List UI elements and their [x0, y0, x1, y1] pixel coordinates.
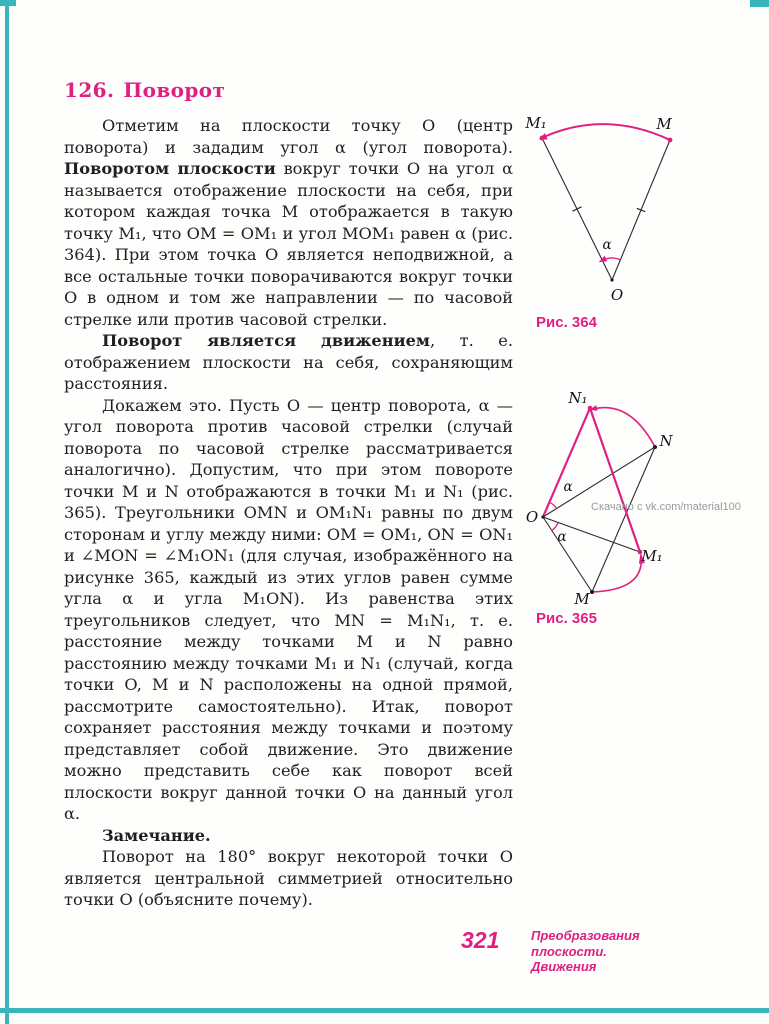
point-m [590, 590, 594, 594]
text-run-bold: Поворотом плоскости [64, 159, 276, 178]
segment-n1-m1 [590, 408, 640, 552]
label-alpha: α [602, 237, 612, 253]
rotation-arc-m-to-m1 [545, 124, 670, 140]
point-m1 [540, 136, 545, 141]
figure-364-drawing [520, 108, 730, 313]
page-edge-bottom [0, 1008, 769, 1013]
label-n: N [659, 432, 673, 450]
text-run: Докажем это. Пусть O — центр поворота, α — угол поворота против часовой стрелки (случай поворота по часовой стрелке рассматривается аналогично). Допустим, что при этом повороте точки M и N отображаются в точки M₁ и N₁ (рис. 365). Треугольники OMN и OM₁N₁ равны по двум сторонам и углу между ними: OM = OM₁, ON = ON₁ и ∠MON = ∠M₁ON₁ (для случая, изображённого на рисунке 365, каждый из этих углов равен сумме угла α и угла M₁ON). Из равенства этих треугольников следует, что MN = M₁N₁, т. е. расстояние между точками M и N равно расстоянию между точками M₁ и N₁ (случай, когда точки O, M и N расположены на одной прямой, рассмотрите самостоятельно). Итак, поворот сохраняет расстояния между точками и поэтому представляет собой движение. Это движение можно представить себе как поворот всей плоскости вокруг данной точки O на данный угол α. [64, 395, 513, 823]
section-title: Поворот [123, 78, 226, 102]
label-m1: M₁ [525, 114, 547, 132]
section-heading [64, 78, 513, 102]
label-m: M [656, 115, 672, 133]
body-text [64, 115, 513, 911]
paragraph-remark [64, 846, 513, 911]
label-alpha-upper: α [563, 479, 573, 495]
page-edge-left [5, 0, 9, 1024]
point-o [610, 278, 613, 281]
text-run: Поворот на 180° вокруг некоторой точки O является центральной симметрией относительно точки O (объясните почему). [64, 847, 513, 909]
label-o: O [525, 508, 539, 526]
label-n1: N₁ [568, 389, 588, 407]
page-edge-corner-topright [750, 0, 769, 7]
footer-line: плоскости. [531, 943, 607, 959]
tick-mark-om1 [573, 207, 582, 211]
main-text-column [64, 78, 513, 911]
watermark-text: Скачано с vk.com/material100 [591, 501, 741, 513]
segment-m-n [592, 447, 655, 592]
page-number: 321 [461, 927, 500, 953]
label-o: O [610, 286, 624, 304]
text-run: Отметим на плоскости точку O (центр поворота) и зададим угол α (угол поворота). [64, 116, 513, 157]
text-run: вокруг точки O на угол α называется отображение плоскости на себя, при котором каждая точка M отображается в такую точку M₁, что OM = OM₁ и угол MOM₁ равен α (рис. 364). При этом точка O является неподвижной, а все остальные точки поворачиваются вокруг точки O в одном и том же направлении — по часовой стрелке или против часовой стрелки. [64, 159, 514, 329]
text-run-bold: Поворот является движением [102, 331, 430, 350]
remark-heading: Замечание. [102, 825, 211, 845]
text-run: , т. е. отображением плоскости на себя, сохраняющим расстояния. [64, 331, 513, 393]
point-n [653, 445, 657, 449]
label-alpha-lower: α [557, 529, 567, 545]
segment-o-m [543, 517, 592, 592]
label-m: M [574, 590, 590, 608]
footer-chapter-title [531, 928, 640, 975]
figure-364 [520, 108, 730, 318]
alpha-angle-arc-upper [549, 502, 556, 508]
figure-365-caption: Рис. 365 [536, 610, 597, 627]
paragraph-theorem [64, 330, 513, 395]
point-o [541, 515, 544, 518]
figure-364-caption: Рис. 364 [536, 314, 597, 331]
footer-line: Преобразования [531, 928, 640, 943]
point-m [668, 138, 673, 143]
page-edge-corner-topleft [0, 0, 16, 6]
point-n1 [588, 406, 593, 411]
label-m1: M₁ [641, 547, 663, 565]
footer-line: Движения [531, 959, 597, 974]
section-number: 126. [64, 78, 115, 102]
segment-o-n1 [543, 408, 590, 517]
paragraph-definition [64, 115, 513, 330]
paragraph-proof [64, 395, 513, 825]
